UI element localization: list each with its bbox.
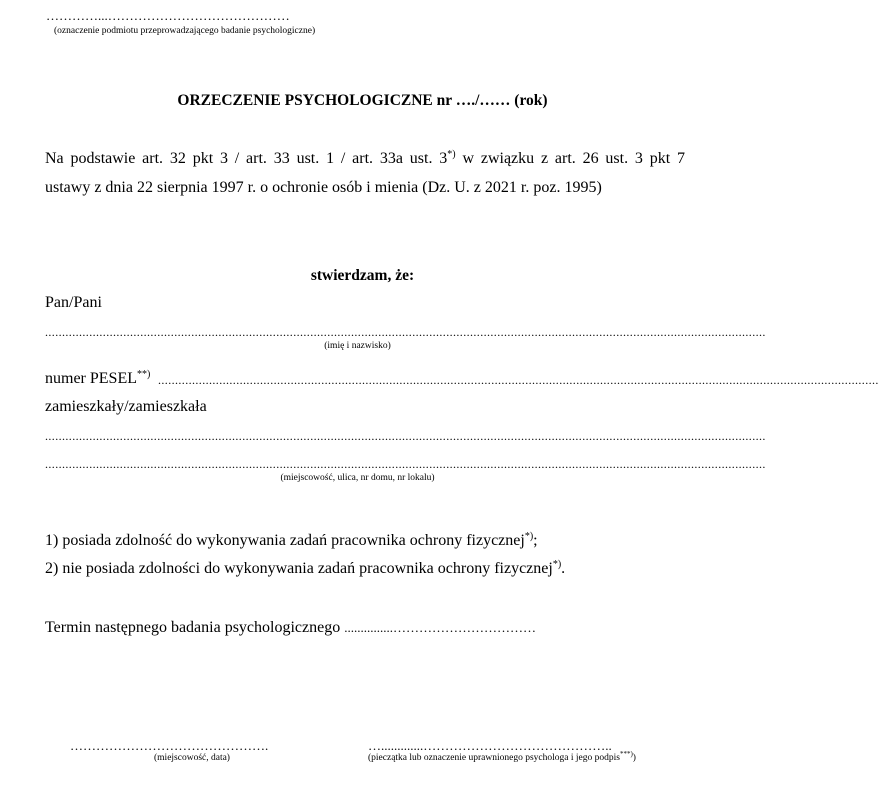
stamp-caption: [368, 750, 636, 763]
legal-basis-line1-text: Na podstawie art. 32 pkt 3 / art. 33 ust. 1 / art. 33a ust. 3: [45, 150, 448, 167]
option-2-end: .: [561, 560, 566, 577]
next-exam: [45, 620, 536, 636]
place-date-dots[interactable]: ……………………………………….: [70, 738, 269, 753]
option-1: [45, 533, 538, 549]
footnote-marker: *): [552, 559, 562, 570]
next-exam-dots[interactable]: ...............……………………………: [344, 620, 536, 635]
footnote-marker: **): [137, 369, 151, 380]
option-1-text: 1) posiada zdolność do wykonywania zadań pracownika ochrony fizycznej: [45, 532, 525, 549]
legal-basis-line2: ustawy z dnia 22 sierpnia 1997 r. o ochronie osób i mienia (Dz. U. z 2021 r. poz. 1995): [45, 179, 602, 196]
name-caption: (imię i nazwisko): [324, 341, 391, 351]
name-fill-line[interactable]: ....................................................................................................................................................................................................................: [45, 325, 766, 339]
entity-dots: …………...……………………………………: [46, 8, 290, 23]
person-label: Pan/Pani: [45, 294, 102, 311]
pesel-label: [45, 371, 150, 387]
stamp-dots[interactable]: ….............……………………………………..: [368, 738, 612, 753]
entity-caption: (oznaczenie podmiotu przeprowadzającego badanie psychologiczne): [54, 26, 316, 36]
declaration-heading: stwierdzam, że:: [310, 267, 415, 284]
legal-basis-line1: [45, 151, 685, 167]
footnote-marker: ***): [619, 750, 633, 758]
footnote-marker: *): [447, 149, 456, 160]
stamp-caption-text: (pieczątka lub oznaczenie uprawnionego psychologa i jego podpis: [368, 753, 620, 763]
next-exam-label: Termin następnego badania psychologicznego: [45, 619, 341, 636]
pesel-fill-line[interactable]: ....................................................................................................................................................................................................................: [158, 373, 879, 387]
address-fill-line-1[interactable]: ....................................................................................................................................................................................................................: [45, 429, 766, 443]
address-fill-line-2[interactable]: ....................................................................................................................................................................................................................: [45, 457, 766, 471]
address-label: zamieszkały/zamieszkała: [45, 398, 207, 415]
footnote-marker: *): [524, 531, 534, 542]
place-date-caption: (miejscowość, data): [154, 753, 230, 763]
document-title: ORZECZENIE PSYCHOLOGICZNE nr …./…… (rok): [177, 92, 548, 109]
option-2: [45, 561, 565, 577]
legal-basis-line1-tail: w związku z art. 26 ust. 3 pkt 7: [455, 150, 686, 167]
option-2-text: 2) nie posiada zdolności do wykonywania zadań pracownika ochrony fizycznej: [45, 560, 553, 577]
option-1-end: ;: [533, 532, 538, 549]
pesel-label-text: numer PESEL: [45, 370, 137, 387]
stamp-caption-end: ): [632, 753, 636, 763]
address-caption: (miejscowość, ulica, nr domu, nr lokalu): [280, 473, 435, 483]
